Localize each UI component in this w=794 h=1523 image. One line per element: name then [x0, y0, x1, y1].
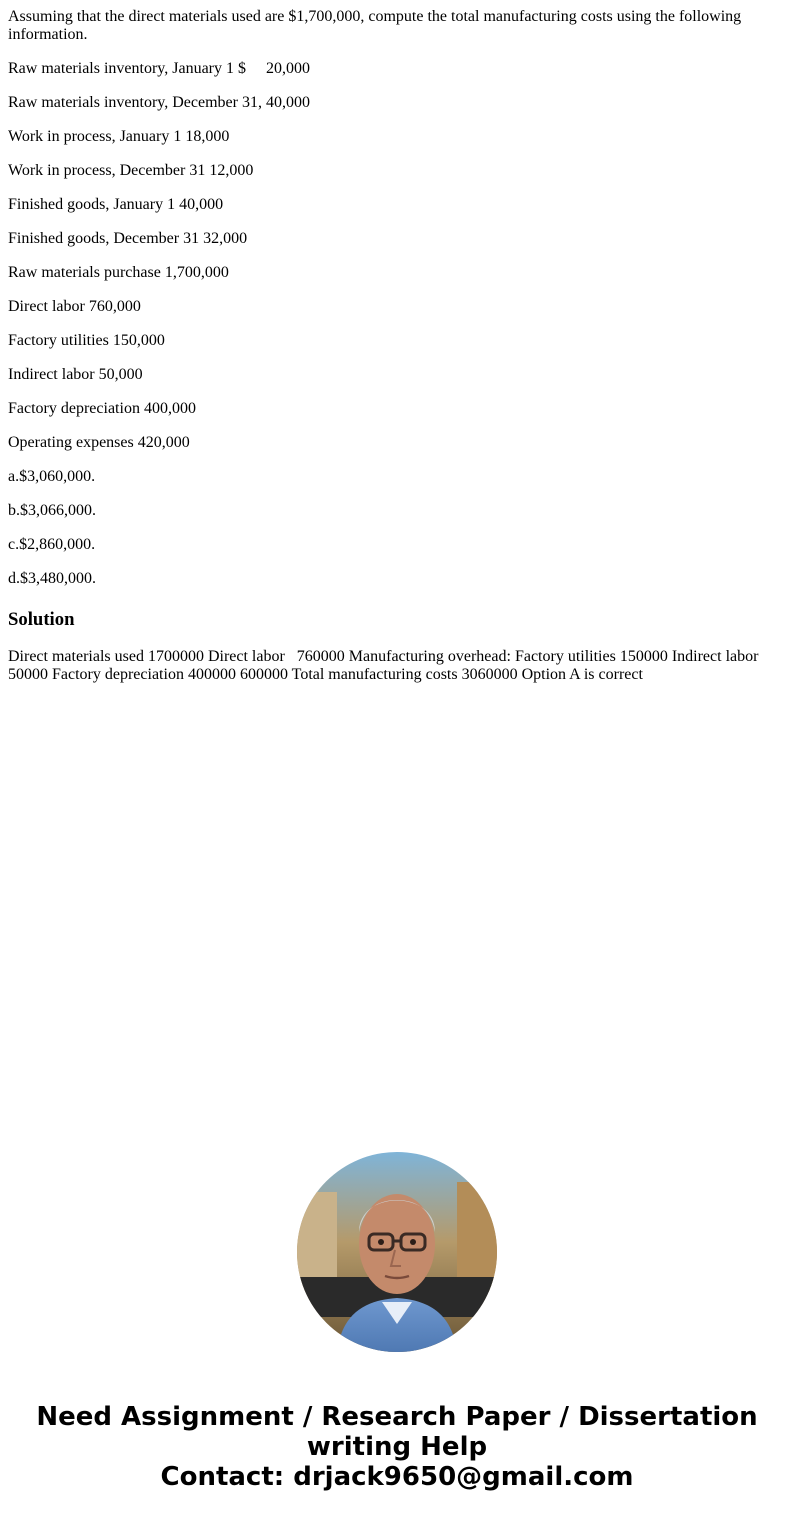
info-item: Work in process, January 1 18,000 [8, 128, 230, 145]
info-item: Factory utilities 150,000 [8, 332, 165, 349]
info-item: Raw materials inventory, January 1 $ 20,000 [8, 60, 311, 77]
info-item: Raw materials inventory, December 31, 40,000 [8, 94, 310, 111]
answer-option-c: c.$2,860,000. [8, 536, 96, 553]
solution-text: Direct materials used 1700000 Direct labor 760000 Manufacturing overhead: Factory utilities 150000 Indirect labor 50000 Factory depreciation 400000 600000 Total manufacturing costs 3060000 Option A is correct [8, 648, 763, 683]
info-item: Work in process, December 31 12,000 [8, 162, 254, 179]
author-portrait-image [297, 1152, 497, 1352]
answer-option-a: a.$3,060,000. [8, 468, 96, 485]
info-item: Finished goods, December 31 32,000 [8, 230, 248, 247]
info-item: Factory depreciation 400,000 [8, 400, 196, 417]
document-body [0, 0, 794, 684]
promo-section [0, 1152, 794, 1492]
promo-line-2: writing Help [306, 1432, 488, 1462]
info-item: Direct labor 760,000 [8, 298, 141, 315]
info-item: Operating expenses 420,000 [8, 434, 190, 451]
answer-option-d: d.$3,480,000. [8, 570, 96, 587]
info-item: Indirect labor 50,000 [8, 366, 143, 383]
answer-option-b: b.$3,066,000. [8, 502, 96, 519]
promo-line-1: Need Assignment / Research Paper / Dissertation [36, 1402, 758, 1432]
author-avatar [297, 1152, 497, 1352]
info-item: Raw materials purchase 1,700,000 [8, 264, 229, 281]
promo-contact-email: Contact: drjack9650@gmail.com [160, 1462, 634, 1492]
solution-heading: Solution [8, 609, 75, 630]
promo-text [0, 1402, 794, 1492]
info-item: Finished goods, January 1 40,000 [8, 196, 224, 213]
question-prompt: Assuming that the direct materials used are $1,700,000, compute the total manufacturing costs using the following information. [8, 8, 742, 43]
